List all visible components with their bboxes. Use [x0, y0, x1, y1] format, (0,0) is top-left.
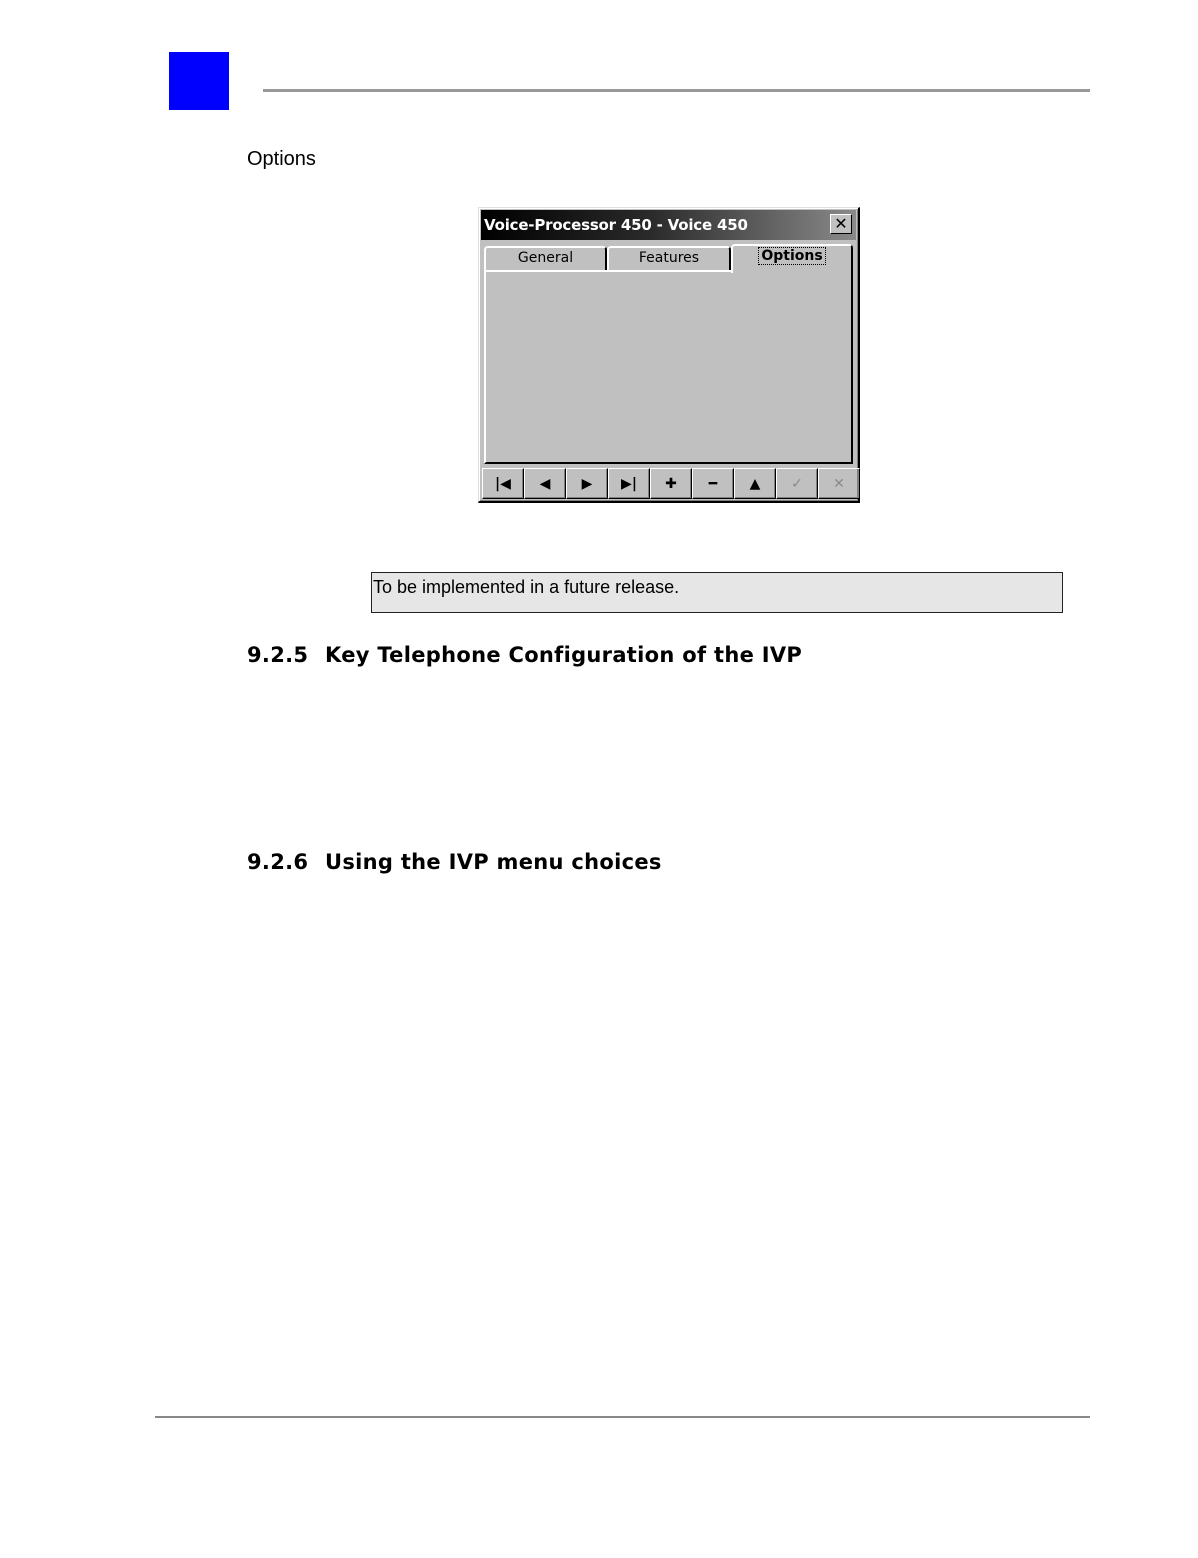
dialog-title: Voice-Processor 450 - Voice 450 [484, 216, 748, 234]
delete-record-button[interactable] [692, 468, 734, 499]
cancel-record-button[interactable] [818, 468, 860, 499]
close-button[interactable] [830, 214, 852, 234]
edit-icon: ▲ [749, 475, 761, 492]
next-record-button[interactable] [566, 468, 608, 499]
first-record-button[interactable] [482, 468, 524, 499]
edit-record-button[interactable] [734, 468, 776, 499]
tab-label: Options [758, 247, 825, 265]
section-subheading: Options [247, 148, 316, 170]
section-heading-9-2-5 [247, 643, 802, 667]
first-record-icon: |◀ [495, 475, 511, 492]
last-record-button[interactable] [608, 468, 650, 499]
heading-number: 9.2.5 [247, 643, 309, 667]
tab-label: Features [638, 250, 700, 266]
heading-text: Key Telephone Configuration of the IVP [325, 643, 803, 667]
dialog-titlebar[interactable] [481, 210, 856, 240]
add-icon: ✚ [665, 475, 677, 492]
tab-options[interactable] [731, 244, 853, 273]
dialog-window [478, 207, 860, 503]
chapter-tab-marker [169, 52, 229, 110]
post-record-button[interactable] [776, 468, 818, 499]
section-heading-9-2-6 [247, 850, 662, 874]
previous-record-button[interactable] [524, 468, 566, 499]
close-icon: ✕ [834, 214, 848, 233]
tab-features[interactable] [607, 246, 731, 270]
tab-label: General [517, 250, 574, 266]
next-record-icon: ▶ [581, 475, 593, 492]
add-record-button[interactable] [650, 468, 692, 499]
heading-number: 9.2.6 [247, 850, 309, 874]
post-icon: ✓ [791, 475, 803, 492]
footer-rule [155, 1416, 1090, 1418]
previous-record-icon: ◀ [539, 475, 551, 492]
last-record-icon: ▶| [621, 475, 637, 492]
cancel-icon: ✕ [833, 475, 845, 492]
header-rule [263, 89, 1090, 92]
navigator-toolbar [482, 468, 856, 499]
note-box: To be implemented in a future release. [371, 572, 1063, 613]
delete-icon: ━ [708, 475, 718, 492]
tab-general[interactable] [484, 246, 607, 270]
heading-text: Using the IVP menu choices [325, 850, 662, 874]
options-tab-panel [484, 270, 853, 464]
